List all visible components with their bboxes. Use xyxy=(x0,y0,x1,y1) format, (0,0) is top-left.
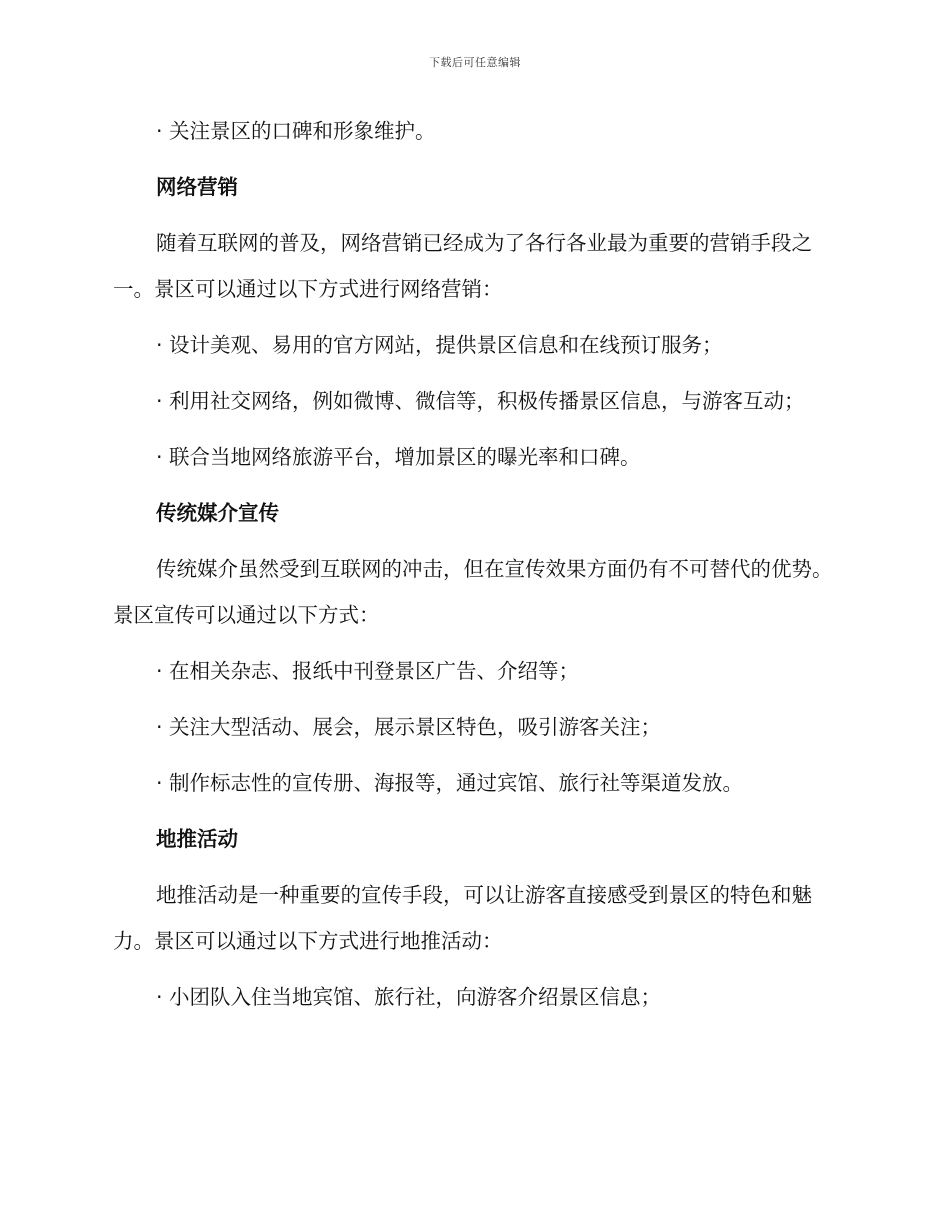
paragraph-ground-promotion-intro: 地推活动是一种重要的宣传手段，可以让游客直接感受到景区的特色和魅力。景区可以通过以下方式进行地推活动： xyxy=(113,883,812,953)
section-heading-traditional-media: 传统媒介宣传 xyxy=(156,501,279,525)
bullet-travel-platform: · 联合当地网络旅游平台，增加景区的曝光率和口碑。 xyxy=(156,445,641,469)
bullet-magazine-ads: · 在相关杂志、报纸中刊登景区广告、介绍等； xyxy=(156,659,580,683)
bullet-reputation: · 关注景区的口碑和形象维护。 xyxy=(156,119,436,143)
bullet-events-exhibitions: · 关注大型活动、展会，展示景区特色，吸引游客关注； xyxy=(156,715,662,739)
bullet-social-network: · 利用社交网络，例如微博、微信等，积极传播景区信息，与游客互动； xyxy=(156,389,805,413)
bullet-official-website: · 设计美观、易用的官方网站，提供景区信息和在线预订服务； xyxy=(156,333,723,357)
bullet-brochures-posters: · 制作标志性的宣传册、海报等，通过宾馆、旅行社等渠道发放。 xyxy=(156,771,744,795)
section-heading-ground-promotion: 地推活动 xyxy=(156,827,238,851)
page-header-note: 下载后可任意编辑 xyxy=(429,56,521,69)
paragraph-online-marketing-intro: 随着互联网的普及，网络营销已经成为了各行各业最为重要的营销手段之一。景区可以通过以下方式进行网络营销： xyxy=(113,231,812,301)
document-body xyxy=(113,108,833,1030)
bullet-small-team-hotels: · 小团队入住当地宾馆、旅行社，向游客介绍景区信息； xyxy=(156,985,662,1009)
paragraph-traditional-media-intro: 传统媒介虽然受到互联网的冲击，但在宣传效果方面仍有不可替代的优势。景区宣传可以通过以下方式： xyxy=(113,557,833,627)
section-heading-online-marketing: 网络营销 xyxy=(156,175,238,199)
